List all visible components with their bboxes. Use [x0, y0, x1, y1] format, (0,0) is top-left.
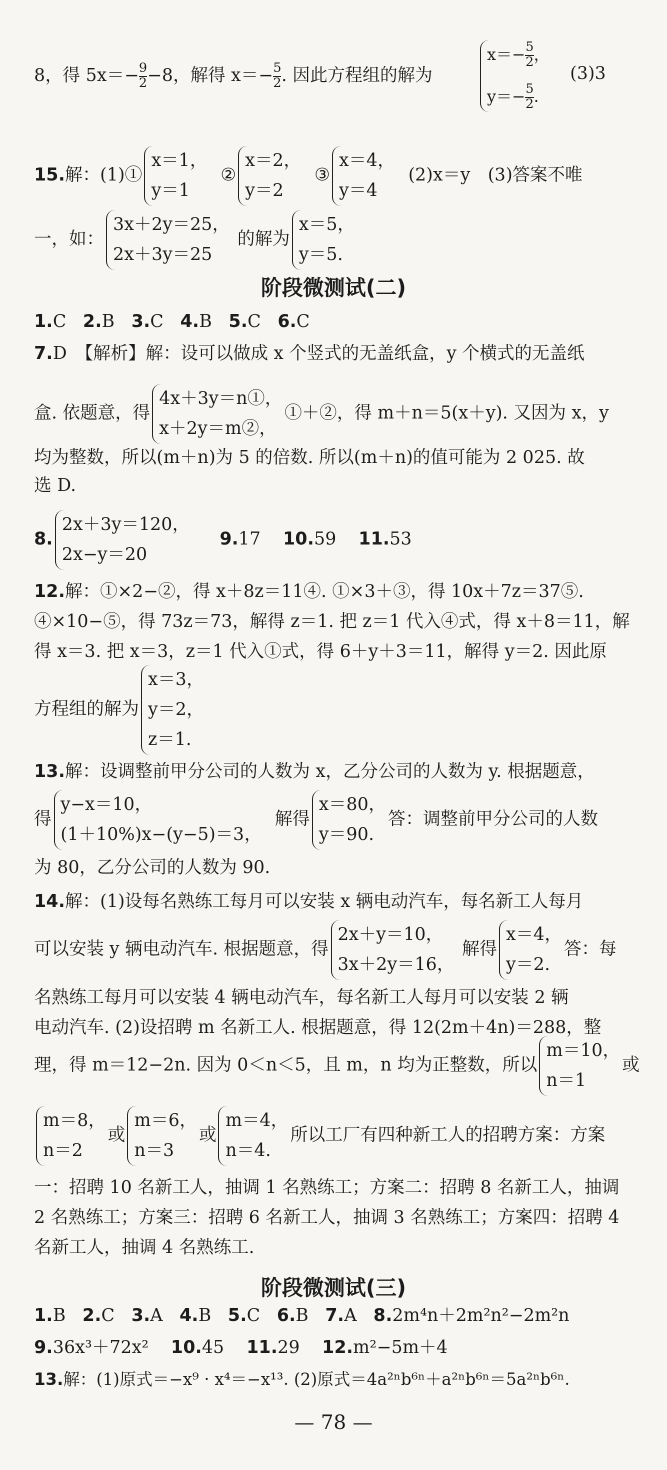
- question-13: 13.解：设调整前甲分公司的人数为 x，乙分公司的人数为 y. 根据题意，: [34, 762, 595, 782]
- answers-row-1: 1.C 2.B 3.C 4.B 5.C 6.C: [34, 312, 310, 332]
- question-13-section-3: 13.解：(1)原式＝−x⁹ · x⁴＝−x¹³. (2)原式＝4a²ⁿb⁶ⁿ＋a²ⁿb⁶ⁿ＝5a²ⁿb⁶ⁿ.: [34, 1370, 570, 1389]
- section-title-2: 阶段微测试(二): [260, 276, 407, 300]
- question-12-line-4: 方程组的解为 x＝3， y＝2， z＝1.: [34, 665, 206, 755]
- question-15-cont: 一，如： 3x＋2y＝25， 2x＋3y＝25 的解为 x＝5， y＝5.: [34, 210, 357, 270]
- question-12-line-3: 得 x＝3. 把 x＝3，z＝1 代入①式，得 6＋y＋3＝11，解得 y＝2. 因此原: [34, 642, 607, 662]
- question-7-line-2: 盒. 依题意，得 4x＋3y＝n①， x＋2y＝m②， ①＋②，得 m＋n＝5(x＋y). 又因为 x，y: [34, 384, 609, 444]
- question-14-line-2: 可以安装 y 辆电动汽车. 根据题意，得 2x＋y＝10， 3x＋2y＝16， 解得 x＝4， y＝2. 答：每: [34, 920, 617, 980]
- section-title-3: 阶段微测试(三): [260, 1276, 407, 1300]
- question-14-line-6: m＝8， n＝2 或 m＝6， n＝3 或 m＝4， n＝4. 所以工厂有四种新工人的招聘方案：方案: [34, 1106, 605, 1166]
- solution-system: x＝− $\frac{5}{2}$ ， y＝− $\frac{5}{2}$ .: [480, 40, 550, 112]
- question-14-line-9: 名新工人，抽调 4 名熟练工.: [34, 1238, 255, 1258]
- question-13-line-3: 为 80，乙分公司的人数为 90.: [34, 858, 271, 878]
- answer-3: (3)3: [570, 64, 606, 84]
- question-12-line-2: ④×10−⑤，得 73z＝73，解得 z＝1. 把 z＝1 代入④式，得 x＋8＝11，解: [34, 612, 630, 632]
- question-14-line-5: 理，得 m＝12−2n. 因为 0＜n＜5，且 m，n 均为正整数，所以 m＝10， n＝1 或: [34, 1036, 640, 1096]
- question-15: 15.解：(1)① x＝1， y＝1 ② x＝2， y＝2 ③ x＝4， y＝4 (2)x＝y (3)答案不唯: [34, 146, 583, 206]
- answers-row-3: 1.B 2.C 3.A 4.B 5.C 6.B 7.A 8.2m⁴n＋2m²n²−2m²n: [34, 1306, 570, 1326]
- question-13-line-2: 得 y−x＝10， (1＋10%)x−(y−5)＝3， 解得 x＝80， y＝90. 答：调整前甲分公司的人数: [34, 790, 598, 850]
- question-14: 14.解：(1)设每名熟练工每月可以安装 x 辆电动汽车，每名新工人每月: [34, 892, 584, 912]
- question-14-line-3: 名熟练工每月可以安装 4 辆电动汽车，每名新工人每月可以安装 2 辆: [34, 988, 569, 1008]
- page-number: — 78 —: [294, 1410, 373, 1434]
- question-12: 12.解：①×2−②，得 x＋8z＝11④. ①×3＋③，得 10x＋7z＝37⑤.: [34, 582, 584, 602]
- question-14-line-8: 2 名熟练工；方案三：招聘 6 名新工人，抽调 3 名熟练工；方案四：招聘 4: [34, 1208, 620, 1228]
- question-7-line-3: 均为整数，所以(m＋n)为 5 的倍数. 所以(m＋n)的值可能为 2 025. 故: [34, 448, 585, 468]
- fraction: $\frac{5}{2}$: [273, 61, 282, 91]
- question-7-line-4: 选 D.: [34, 476, 77, 496]
- fraction: $\frac{9}{2}$: [138, 61, 148, 91]
- question-8-11: 8. 2x＋3y＝120， 2x−y＝20 9.17 10.59 11.53: [34, 510, 412, 570]
- answers-row-4: 9.36x³＋72x² 10.45 11.29 12.m²−5m＋4: [34, 1338, 448, 1358]
- question-14-line-7: 一：招聘 10 名新工人，抽调 1 名熟练工；方案二：招聘 8 名新工人，抽调: [34, 1178, 620, 1198]
- line-1: 8，得 5x＝− $\frac{9}{2}$ −8，解得 x＝− $\frac{5}{2}$ . 因此方程组的解为: [34, 61, 433, 91]
- question-7: 7.D 【解析】解：设可以做成 x 个竖式的无盖纸盒，y 个横式的无盖纸: [34, 344, 585, 364]
- question-14-line-4: 电动汽车. (2)设招聘 m 名新工人. 根据题意，得 12(2m＋4n)＝288，整: [34, 1018, 602, 1038]
